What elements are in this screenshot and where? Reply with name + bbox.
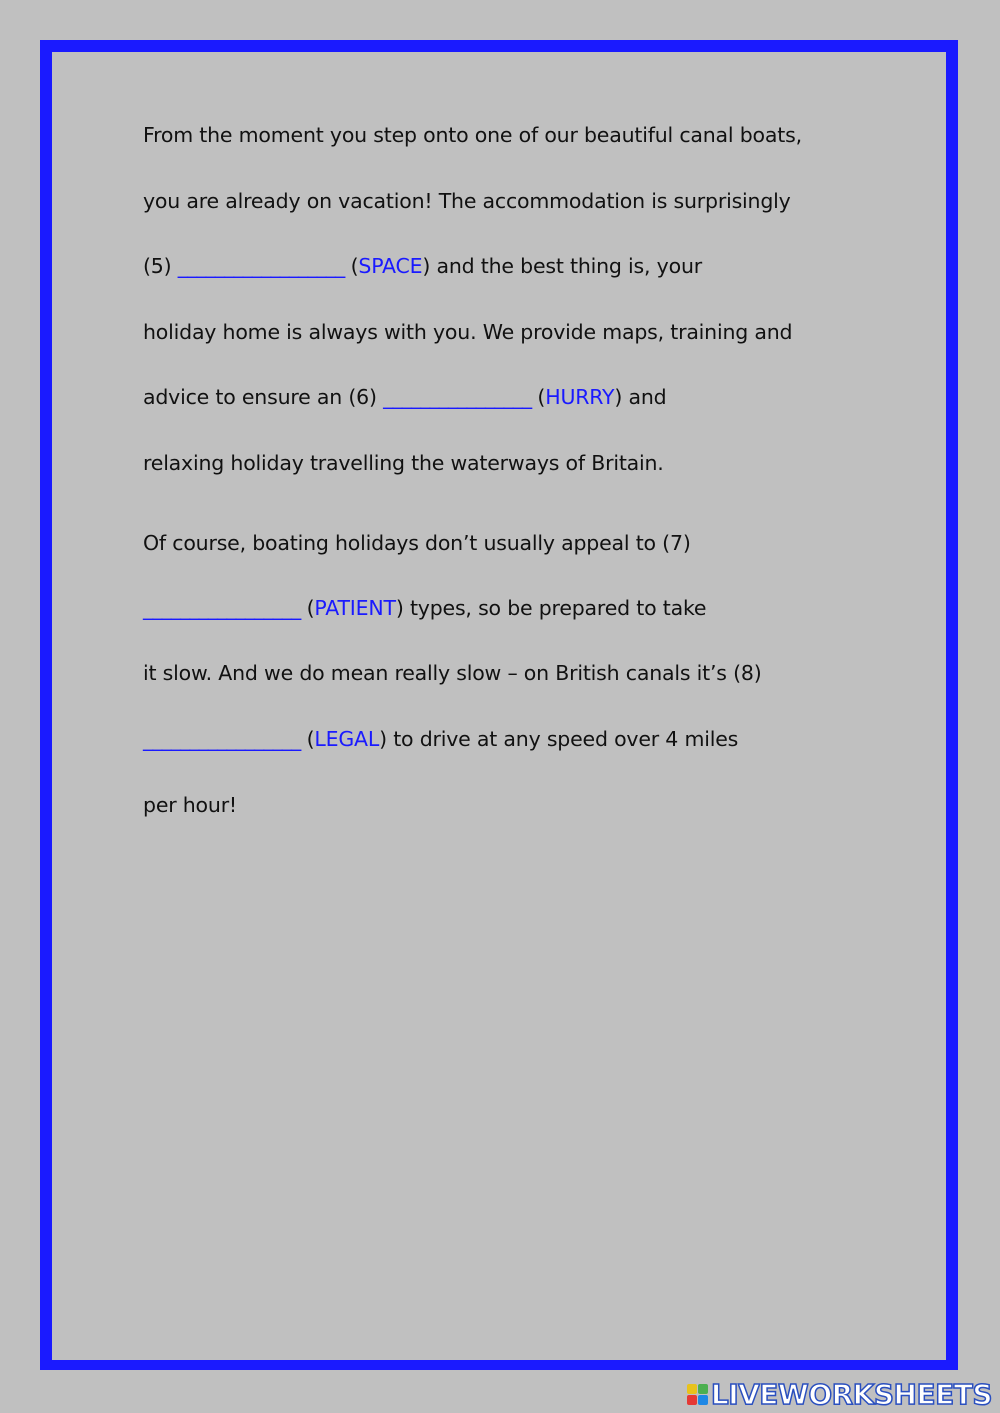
gap-6-open-paren: ( (531, 385, 546, 409)
gap-5-number: (5) (143, 254, 178, 278)
paragraph-1-line-5 (143, 382, 666, 412)
keyword-patient: PATIENT (314, 596, 396, 620)
gap-8-blank[interactable]: _________________ (143, 727, 301, 751)
gap-8-open-paren: ( (300, 727, 315, 751)
logo-square-2 (698, 1384, 708, 1394)
paragraph-1-line-5-rest: ) and (614, 385, 667, 409)
paragraph-2-line-4 (143, 724, 738, 754)
paragraph-2-line-3: it slow. And we do mean really slow – on British canals it’s (8) (143, 661, 762, 685)
gap-6-blank[interactable]: ________________ (383, 385, 532, 409)
keyword-space: SPACE (358, 254, 423, 278)
logo-square-4 (698, 1395, 708, 1405)
paragraph-2-line-2-rest: ) types, so be prepared to take (395, 596, 707, 620)
paragraph-1-line-1: From the moment you step onto one of our beautiful canal boats, (143, 123, 802, 147)
paragraph-2-line-1: Of course, boating holidays don’t usually appeal to (7) (143, 531, 691, 555)
paragraph-1-line-4: holiday home is always with you. We provide maps, training and (143, 320, 793, 344)
paragraph-1-line-3 (143, 251, 702, 281)
gap-5-blank[interactable]: __________________ (177, 254, 345, 278)
gap-5-open-paren: ( (344, 254, 359, 278)
paragraph-2-line-4-rest: ) to drive at any speed over 4 miles (379, 727, 739, 751)
page-border-frame (42, 42, 956, 1370)
border-edge-top (40, 40, 958, 44)
paragraph-1-line-2: you are already on vacation! The accommodation is surprisingly (143, 189, 791, 213)
keyword-legal: LEGAL (314, 727, 380, 751)
paragraph-2-line-5: per hour! (143, 793, 237, 817)
border-edge-right (954, 40, 958, 1370)
paragraph-2-line-2 (143, 593, 706, 623)
logo-square-3 (687, 1395, 697, 1405)
paragraph-1-line-6: relaxing holiday travelling the waterways of Britain. (143, 451, 664, 475)
border-edge-left (40, 40, 44, 1370)
watermark-text: LIVEWORKSHEETS (710, 1378, 992, 1411)
keyword-hurry: HURRY (545, 385, 615, 409)
liveworksheets-logo-icon (687, 1384, 708, 1405)
gap-7-blank[interactable]: _________________ (143, 596, 301, 620)
logo-square-1 (687, 1384, 697, 1394)
gap-6-text: advice to ensure an (6) (143, 385, 384, 409)
gap-7-open-paren: ( (300, 596, 315, 620)
liveworksheets-watermark[interactable] (687, 1378, 992, 1411)
border-edge-bottom (40, 1366, 958, 1370)
paragraph-1-line-3-rest: ) and the best thing is, your (422, 254, 702, 278)
